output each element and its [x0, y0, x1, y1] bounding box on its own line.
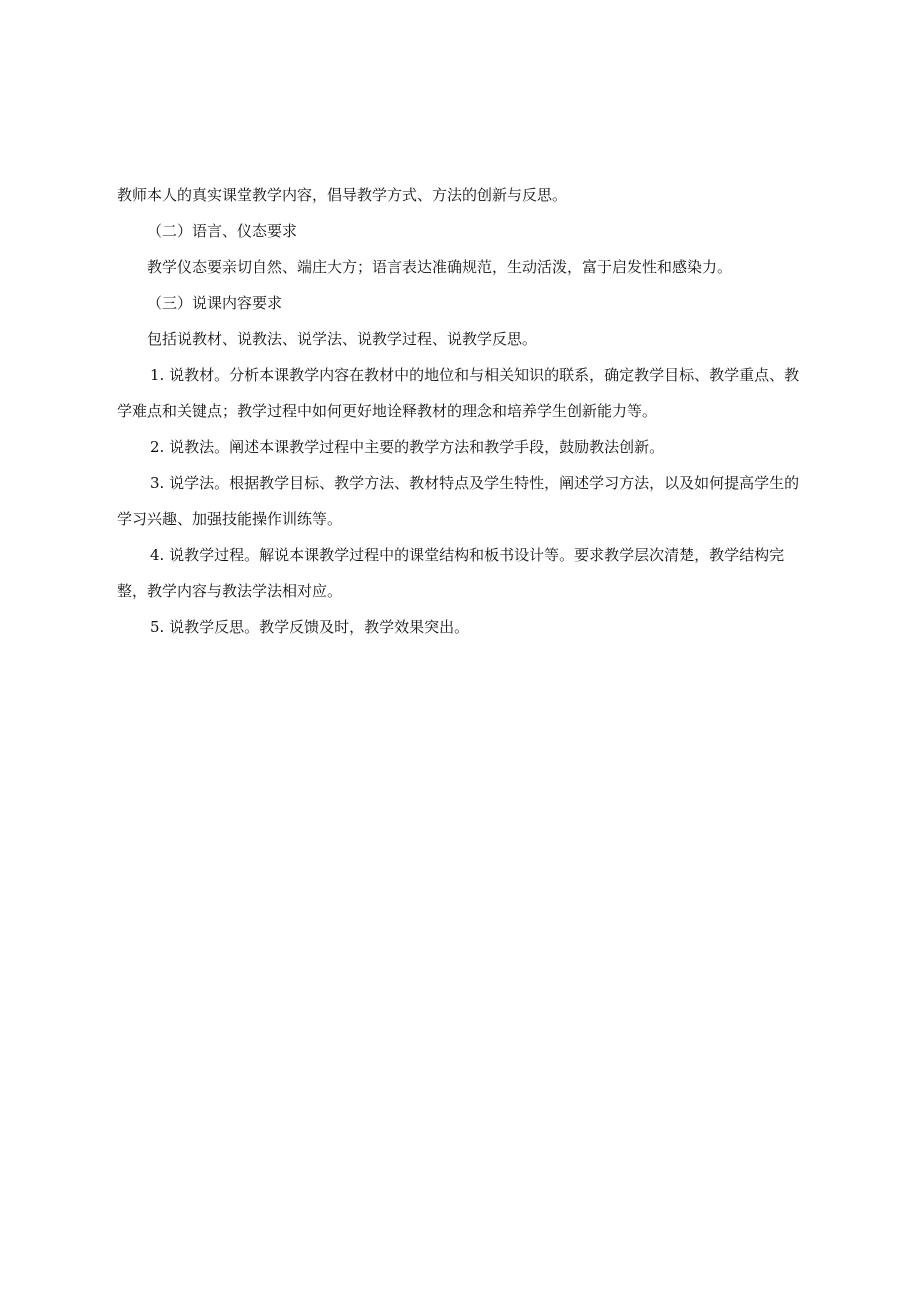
paragraph-continuation: 教师本人的真实课堂教学内容，倡导教学方式、方法的创新与反思。 [117, 186, 568, 204]
section-heading-content: （三）说课内容要求 [147, 294, 283, 312]
document-body [117, 177, 807, 645]
list-item-teaching-reflection: 5. 说教学反思。教学反馈及时，教学效果突出。 [150, 618, 470, 636]
list-item-learning-method: 3. 说学法。根据教学目标、教学方法、教材特点及学生特性，阐述学习方法，以及如何提高学生的学习兴趣、加强技能操作训练等。 [117, 474, 800, 528]
list-item-teaching-process: 4. 说教学过程。解说本课教学过程中的课堂结构和板书设计等。要求教学层次清楚，教学结构完整，教学内容与教法学法相对应。 [117, 546, 785, 600]
section-heading-language: （二）语言、仪态要求 [147, 222, 298, 240]
list-item-teaching-method: 2. 说教法。阐述本课教学过程中主要的教学方法和教学手段，鼓励教法创新。 [150, 438, 665, 456]
paragraph-content-summary: 包括说教材、说教法、说学法、说教学过程、说教学反思。 [147, 330, 538, 348]
paragraph-language-requirements: 教学仪态要亲切自然、端庄大方；语言表达准确规范，生动活泼，富于启发性和感染力。 [147, 258, 733, 276]
list-item-textbook: 1. 说教材。分析本课教学内容在教材中的地位和与相关知识的联系，确定教学目标、教学重点、教学难点和关键点；教学过程中如何更好地诠释教材的理念和培养学生创新能力等。 [117, 366, 800, 420]
